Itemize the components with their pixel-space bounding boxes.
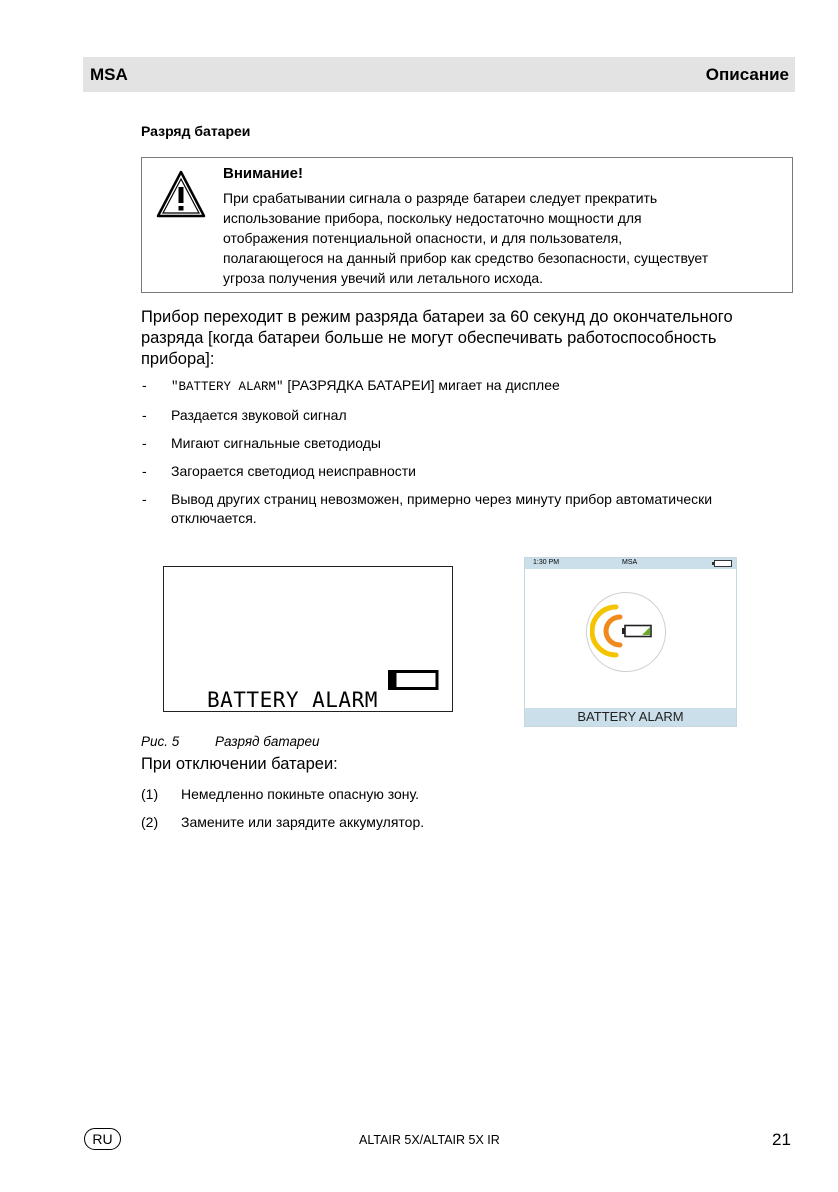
- section-title: Разряд батареи: [141, 123, 251, 139]
- warning-title: Внимание!: [223, 165, 303, 182]
- step-text: Замените или зарядите аккумулятор.: [181, 814, 425, 830]
- bullet-list: [141, 376, 796, 537]
- intro-line: разряда [когда батареи больше не могут обеспечивать работоспособность: [141, 329, 717, 347]
- header-section: Описание: [705, 65, 789, 84]
- warning-text: [223, 188, 788, 288]
- device-brand: MSA: [622, 559, 638, 566]
- bullet-dash: -: [142, 435, 147, 451]
- intro-paragraph: [141, 307, 791, 370]
- region-badge: RU: [84, 1128, 121, 1150]
- bullet-text: Раздается звуковой сигнал: [171, 407, 347, 423]
- list-item: [141, 434, 796, 453]
- figure-caption: [141, 734, 320, 749]
- warning-line: отображения потенциальной опасности, и для пользователя,: [223, 230, 623, 246]
- device-alarm-label: BATTERY ALARM: [525, 708, 736, 726]
- list-item: [141, 813, 424, 831]
- list-item: [141, 376, 796, 397]
- list-item: [141, 462, 796, 481]
- warning-box: [141, 157, 793, 293]
- bullet-text: [РАЗРЯДКА БАТАРЕИ] мигает на дисплее: [283, 377, 560, 393]
- figure-number: Рис. 5: [141, 734, 180, 749]
- device-time: 1:30 PM: [533, 559, 560, 566]
- bullet-dash: -: [142, 407, 147, 423]
- display-code: "BATTERY ALARM": [171, 380, 284, 394]
- device-display-figure: [524, 557, 737, 727]
- step-number: (1): [141, 786, 159, 802]
- bullet-dash: -: [142, 377, 147, 393]
- subheading: При отключении батареи:: [141, 755, 338, 773]
- warning-line: При срабатывании сигнала о разряде батареи следует прекратить: [223, 190, 658, 206]
- list-item: [141, 785, 424, 803]
- warning-line: полагающегося на данный прибор как средство безопасности, существует: [223, 250, 709, 266]
- warning-line: угроза получения увечий или летального исхода.: [223, 270, 544, 286]
- battery-empty-icon: [387, 670, 439, 690]
- list-item: [141, 406, 796, 425]
- bullet-text: Мигают сигнальные светодиоды: [171, 435, 381, 451]
- bullet-text: отключается.: [171, 510, 257, 526]
- warning-triangle-icon: [156, 170, 206, 218]
- bullet-text: Загорается светодиод неисправности: [171, 463, 416, 479]
- warning-line: использование прибора, поскольку недостаточно мощности для: [223, 210, 642, 226]
- bullet-text: Вывод других страниц невозможен, примерно через минуту прибор автоматически: [171, 491, 713, 507]
- list-item: [141, 490, 796, 528]
- intro-line: Прибор переходит в режим разряда батареи за 60 секунд до окончательного: [141, 308, 733, 326]
- bullet-dash: -: [142, 491, 147, 507]
- device-status-bar: [525, 558, 736, 569]
- page-number: 21: [772, 1130, 791, 1149]
- intro-line: прибора]:: [141, 350, 215, 368]
- header-brand: MSA: [90, 65, 128, 84]
- lcd-alarm-text: BATTERY ALARM: [207, 688, 378, 712]
- lcd-display-figure: [163, 566, 453, 712]
- battery-status-icon: [712, 560, 732, 567]
- footer-model: ALTAIR 5X/ALTAIR 5X IR: [359, 1133, 500, 1147]
- page-header: [83, 57, 795, 92]
- step-text: Немедленно покиньте опасную зону.: [181, 786, 419, 802]
- battery-alarm-icon: [590, 601, 666, 661]
- figure-title: Разряд батареи: [215, 734, 320, 749]
- bullet-dash: -: [142, 463, 147, 479]
- steps-list: [141, 785, 424, 841]
- step-number: (2): [141, 814, 159, 830]
